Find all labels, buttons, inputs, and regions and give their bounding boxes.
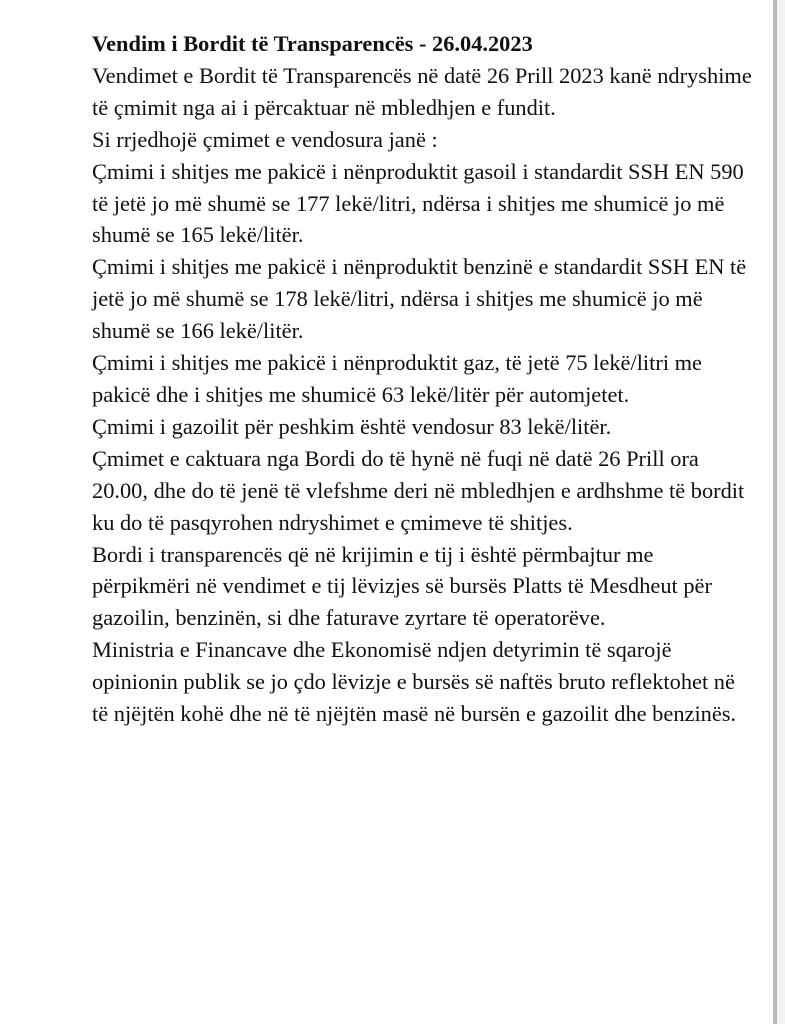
paragraph-gasoil-price: Çmimi i shitjes me pakicë i nënproduktit gasoil i standardit SSH EN 590 të jetë jo më shumë se 177 lekë/litri, ndërsa i shitjes me shumicë jo më shumë se 165 lekë/litër. — [92, 158, 744, 248]
page-right-margin — [777, 0, 785, 1024]
paragraph-ministry-note: Ministria e Financave dhe Ekonomisë ndjen detyrimin të sqarojë opinionin publik se jo çdo lëvizje e bursës së naftës bruto reflektohet në të njëjtën kohë dhe në të njëjtën masë në bursën e gazoilit dhe benzinës. — [92, 637, 737, 727]
paragraph-prices-heading: Si rrjedhojë çmimet e vendosura janë : — [92, 126, 438, 152]
paragraph-gas-price: Çmimi i shitjes me pakicë i nënproduktit gaz, të jetë 75 lekë/litri me pakicë dhe i shitjes me shumicë 63 lekë/litër për automjetet. — [92, 350, 702, 407]
paragraph-fishing-gasoil-price: Çmimi i gazoilit për peshkim është vendosur 83 lekë/litër. — [92, 413, 612, 439]
paragraph-intro: Vendimet e Bordit të Transparencës në datë 26 Prill 2023 kanë ndryshime të çmimit nga ai i përcaktuar në mbledhjen e fundit. — [92, 62, 752, 120]
paragraph-benzine-price: Çmimi i shitjes me pakicë i nënproduktit benzinë e standardit SSH EN të jetë jo më shumë se 178 lekë/litri, ndërsa i shitjes me shumicë jo më shumë se 166 lekë/litër. — [92, 254, 747, 344]
paragraph-effective-date: Çmimet e caktuara nga Bordi do të hynë në fuqi në datë 26 Prill ora 20.00, dhe do të jenë të vlefshme deri në mbledhjen e ardhshme të bordit ku do të pasqyrohen ndryshimet e çmimeve të shitjes. — [92, 445, 745, 535]
paragraph-board-policy: Bordi i transparencës që në krijimin e tij i është përmbajtur me përpikmëri në vendimet e tij lëvizjes së bursës Platts të Mesdheut për gazoilin, benzinën, si dhe faturave zyrtare të operatorëve. — [92, 541, 712, 631]
document-body — [92, 28, 752, 730]
document-title: Vendim i Bordit të Transparencës - 26.04.2023 — [92, 31, 533, 56]
